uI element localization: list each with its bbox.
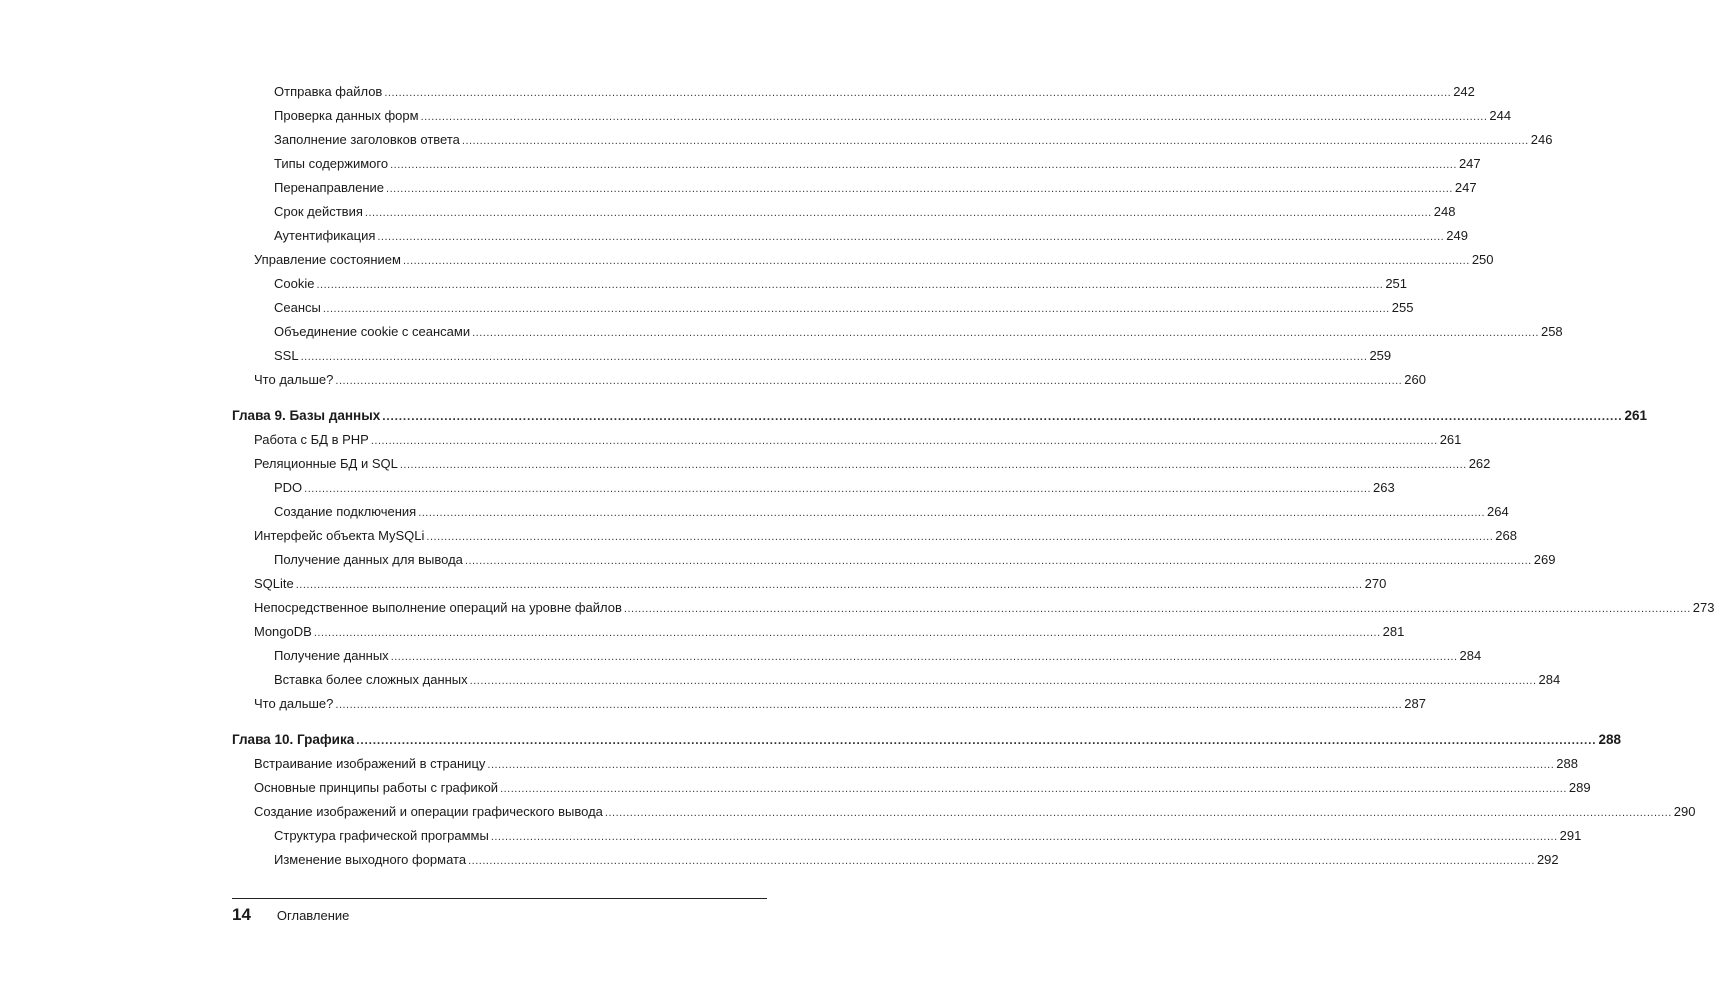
toc-entry bbox=[232, 104, 1512, 128]
entry-title: Что дальше? bbox=[254, 372, 334, 387]
dot-leader: ............................................................................................................................................................................................................................................................................................................ bbox=[426, 531, 1494, 543]
dot-leader: ............................................................................................................................................................................................................................................................................................................ bbox=[377, 231, 1445, 243]
toc-entry bbox=[232, 692, 1426, 716]
entry-title: Перенаправление bbox=[274, 180, 385, 195]
page-footer bbox=[232, 905, 349, 925]
entry-page-number: 262 bbox=[1468, 456, 1491, 471]
toc-entry bbox=[232, 200, 1456, 224]
dot-leader: ............................................................................................................................................................................................................................................................................................................ bbox=[300, 351, 1368, 363]
toc-entry bbox=[232, 152, 1481, 176]
dot-leader: ............................................................................................................................................................................................................................................................................................................ bbox=[384, 87, 1452, 99]
entry-page-number: 244 bbox=[1489, 108, 1512, 123]
dot-leader: ............................................................................................................................................................................................................................................................................................................ bbox=[316, 279, 1384, 291]
entry-page-number: 250 bbox=[1471, 252, 1494, 267]
spacer bbox=[232, 716, 767, 728]
toc-entry bbox=[232, 452, 1491, 476]
entry-title: Cookie bbox=[274, 276, 315, 291]
dot-leader: ............................................................................................................................................................................................................................................................................................................ bbox=[386, 183, 1453, 195]
entry-page-number: 242 bbox=[1453, 84, 1475, 99]
entry-page-number: 261 bbox=[1439, 432, 1462, 447]
toc-block-1 bbox=[232, 80, 1563, 392]
toc-entry bbox=[232, 320, 1563, 344]
dot-leader: ............................................................................................................................................................................................................................................................................................................ bbox=[420, 111, 1488, 123]
toc-block-2 bbox=[232, 428, 1714, 716]
running-title: Оглавление bbox=[276, 908, 350, 923]
entry-title: Работа с БД в PHP bbox=[254, 432, 369, 447]
dot-leader: ............................................................................................................................................................................................................................................................................................................ bbox=[356, 733, 1597, 747]
dot-leader: ............................................................................................................................................................................................................................................................................................................ bbox=[382, 409, 1623, 423]
entry-page-number: 246 bbox=[1530, 132, 1553, 147]
entry-title: Аутентификация bbox=[274, 228, 376, 243]
dot-leader: ............................................................................................................................................................................................................................................................................................................ bbox=[390, 651, 1458, 663]
entry-page-number: 247 bbox=[1454, 180, 1477, 195]
entry-page-number: 290 bbox=[1673, 804, 1696, 819]
entry-title: Получение данных bbox=[274, 648, 389, 663]
dot-leader: ............................................................................................................................................................................................................................................................................................................ bbox=[468, 855, 1535, 867]
toc-entry bbox=[232, 128, 1553, 152]
dot-leader: ............................................................................................................................................................................................................................................................................................................ bbox=[487, 759, 1555, 771]
entry-title: Вставка более сложных данных bbox=[274, 672, 468, 687]
dot-leader: ............................................................................................................................................................................................................................................................................................................ bbox=[335, 699, 1403, 711]
toc-entry bbox=[232, 572, 1387, 596]
entry-title: Непосредственное выполнение операций на уровне файлов bbox=[254, 600, 622, 615]
toc-entry bbox=[232, 620, 1405, 644]
entry-page-number: 247 bbox=[1458, 156, 1481, 171]
entry-title: Сеансы bbox=[274, 300, 321, 315]
footer-divider bbox=[232, 898, 767, 899]
entry-page-number: 249 bbox=[1446, 228, 1468, 243]
chapter-title: Глава 10. Графика bbox=[232, 732, 355, 747]
dot-leader: ............................................................................................................................................................................................................................................................................................................ bbox=[461, 135, 1529, 147]
toc-entry bbox=[232, 344, 1392, 368]
dot-leader: ............................................................................................................................................................................................................................................................................................................ bbox=[604, 807, 1672, 819]
entry-title: MongoDB bbox=[254, 624, 312, 639]
dot-leader: ............................................................................................................................................................................................................................................................................................................ bbox=[322, 303, 1390, 315]
entry-title: PDO bbox=[274, 480, 303, 495]
toc-entry bbox=[232, 428, 1462, 452]
toc-entry bbox=[232, 296, 1414, 320]
dot-leader: ............................................................................................................................................................................................................................................................................................................ bbox=[464, 555, 1532, 567]
toc-entry bbox=[232, 644, 1482, 668]
entry-page-number: 260 bbox=[1404, 372, 1426, 387]
dot-leader: ............................................................................................................................................................................................................................................................................................................ bbox=[370, 435, 1438, 447]
dot-leader: ............................................................................................................................................................................................................................................................................................................ bbox=[418, 507, 1486, 519]
entry-title: Встраивание изображений в страницу bbox=[254, 756, 486, 771]
entry-title: Объединение cookie с сеансами bbox=[274, 324, 471, 339]
table-of-contents bbox=[232, 80, 1714, 872]
entry-page-number: 281 bbox=[1382, 624, 1405, 639]
toc-entry bbox=[232, 548, 1556, 572]
toc-entry bbox=[232, 524, 1517, 548]
spacer bbox=[232, 392, 767, 404]
toc-entry bbox=[232, 500, 1509, 524]
entry-page-number: 268 bbox=[1495, 528, 1517, 543]
dot-leader: ............................................................................................................................................................................................................................................................................................................ bbox=[623, 603, 1691, 615]
entry-page-number: 258 bbox=[1540, 324, 1563, 339]
entry-title: Создание подключения bbox=[274, 504, 417, 519]
entry-page-number: 263 bbox=[1373, 480, 1395, 495]
entry-page-number: 270 bbox=[1364, 576, 1387, 591]
chapter-heading-10 bbox=[232, 728, 1621, 752]
entry-title: Управление состоянием bbox=[254, 252, 401, 267]
chapter-heading-9 bbox=[232, 404, 1647, 428]
dot-leader: ............................................................................................................................................................................................................................................................................................................ bbox=[313, 627, 1381, 639]
dot-leader: ............................................................................................................................................................................................................................................................................................................ bbox=[402, 255, 1470, 267]
entry-page-number: 287 bbox=[1404, 696, 1426, 711]
toc-entry bbox=[232, 668, 1561, 692]
entry-title: Основные принципы работы с графикой bbox=[254, 780, 499, 795]
chapter-page-number: 288 bbox=[1598, 732, 1621, 747]
dot-leader: ............................................................................................................................................................................................................................................................................................................ bbox=[304, 483, 1372, 495]
entry-title: Отправка файлов bbox=[274, 84, 383, 99]
entry-page-number: 284 bbox=[1459, 648, 1482, 663]
toc-entry bbox=[232, 824, 1582, 848]
entry-page-number: 259 bbox=[1369, 348, 1392, 363]
entry-title: Заполнение заголовков ответа bbox=[274, 132, 460, 147]
toc-entry bbox=[232, 368, 1426, 392]
toc-block-3 bbox=[232, 752, 1696, 872]
toc-entry bbox=[232, 80, 1475, 104]
toc-entry bbox=[232, 848, 1559, 872]
toc-entry bbox=[232, 248, 1494, 272]
entry-page-number: 255 bbox=[1391, 300, 1414, 315]
entry-title: Реляционные БД и SQL bbox=[254, 456, 398, 471]
entry-title: Срок действия bbox=[274, 204, 363, 219]
toc-entry bbox=[232, 476, 1395, 500]
dot-leader: ............................................................................................................................................................................................................................................................................................................ bbox=[390, 159, 1457, 171]
entry-title: Структура графической программы bbox=[274, 828, 489, 843]
entry-title: Что дальше? bbox=[254, 696, 334, 711]
entry-title: SSL bbox=[274, 348, 299, 363]
dot-leader: ............................................................................................................................................................................................................................................................................................................ bbox=[364, 207, 1432, 219]
entry-title: Интерфейс объекта MySQLi bbox=[254, 528, 425, 543]
entry-page-number: 289 bbox=[1568, 780, 1591, 795]
toc-entry bbox=[232, 224, 1468, 248]
entry-page-number: 248 bbox=[1433, 204, 1456, 219]
toc-entry bbox=[232, 176, 1477, 200]
entry-page-number: 292 bbox=[1536, 852, 1559, 867]
entry-page-number: 284 bbox=[1538, 672, 1561, 687]
dot-leader: ............................................................................................................................................................................................................................................................................................................ bbox=[500, 783, 1567, 795]
dot-leader: ............................................................................................................................................................................................................................................................................................................ bbox=[469, 675, 1537, 687]
dot-leader: ............................................................................................................................................................................................................................................................................................................ bbox=[335, 375, 1403, 387]
entry-title: SQLite bbox=[254, 576, 294, 591]
chapter-title: Глава 9. Базы данных bbox=[232, 408, 381, 423]
dot-leader: ............................................................................................................................................................................................................................................................................................................ bbox=[295, 579, 1363, 591]
entry-title: Проверка данных форм bbox=[274, 108, 419, 123]
entry-title: Изменение выходного формата bbox=[274, 852, 467, 867]
toc-entry bbox=[232, 596, 1714, 620]
toc-entry bbox=[232, 752, 1578, 776]
entry-title: Создание изображений и операции графического вывода bbox=[254, 804, 603, 819]
dot-leader: ............................................................................................................................................................................................................................................................................................................ bbox=[472, 327, 1539, 339]
chapter-page-number: 261 bbox=[1624, 408, 1647, 423]
toc-entry bbox=[232, 272, 1408, 296]
entry-title: Получение данных для вывода bbox=[274, 552, 463, 567]
toc-entry bbox=[232, 800, 1696, 824]
entry-page-number: 264 bbox=[1487, 504, 1509, 519]
dot-leader: ............................................................................................................................................................................................................................................................................................................ bbox=[490, 831, 1558, 843]
toc-entry bbox=[232, 776, 1591, 800]
entry-page-number: 288 bbox=[1556, 756, 1578, 771]
page-number: 14 bbox=[232, 905, 251, 924]
entry-page-number: 273 bbox=[1692, 600, 1714, 615]
entry-page-number: 291 bbox=[1559, 828, 1582, 843]
entry-page-number: 251 bbox=[1385, 276, 1408, 291]
dot-leader: ............................................................................................................................................................................................................................................................................................................ bbox=[399, 459, 1467, 471]
entry-title: Типы содержимого bbox=[274, 156, 389, 171]
entry-page-number: 269 bbox=[1533, 552, 1556, 567]
